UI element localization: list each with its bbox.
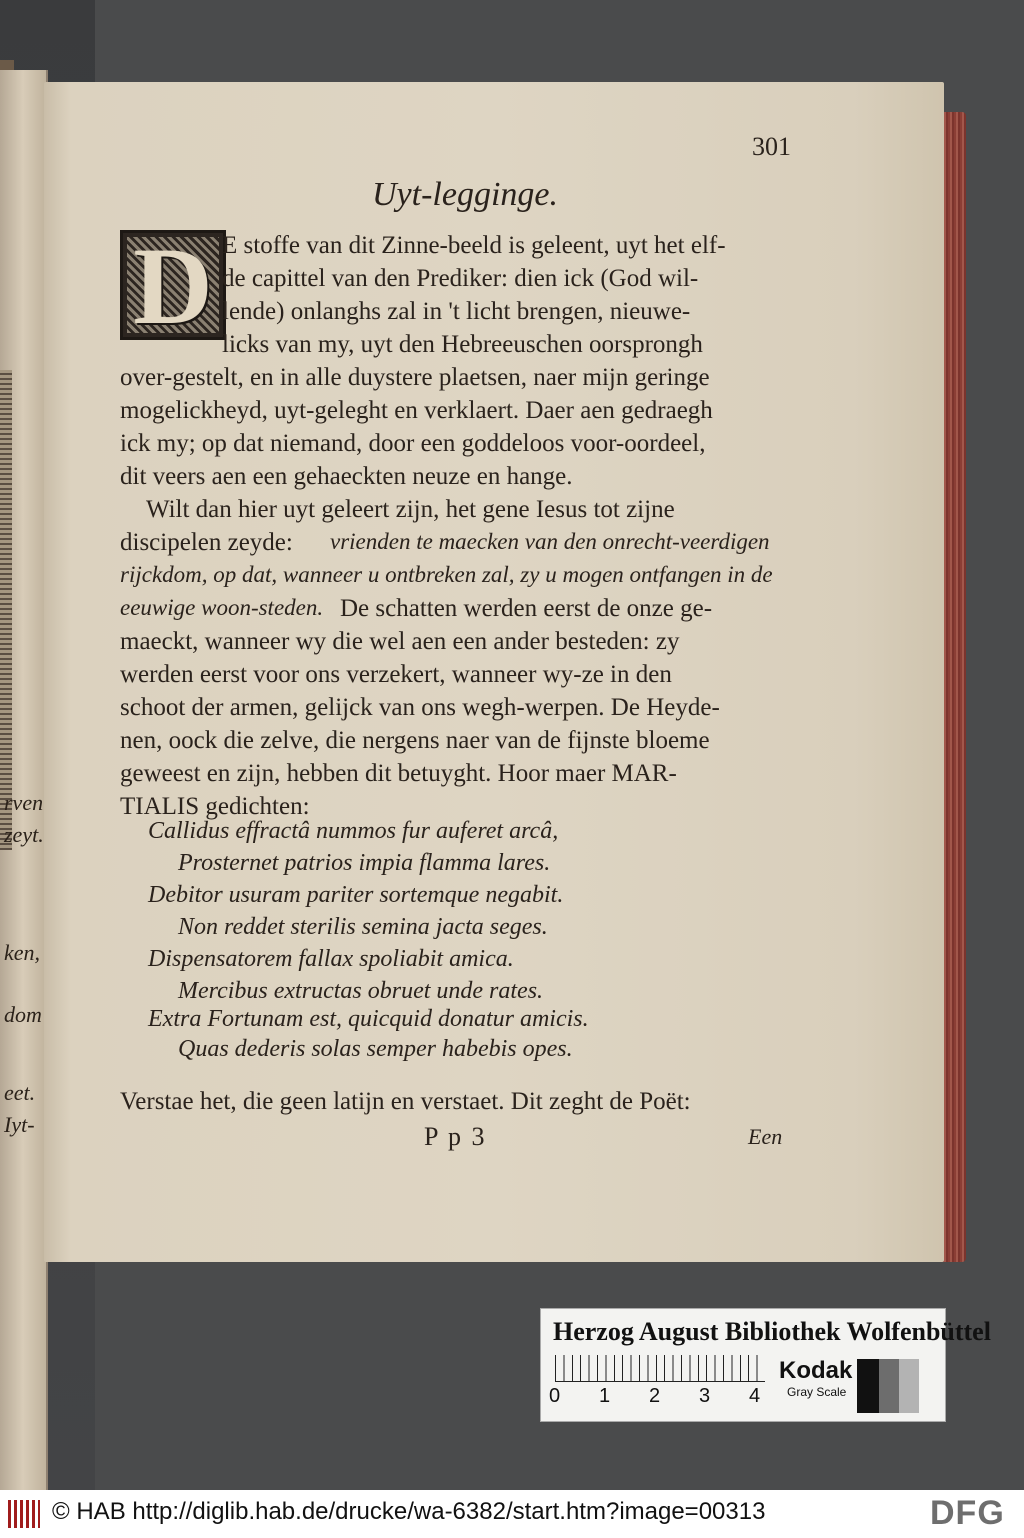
body-line: geweest en zijn, hebben dit betuyght. Hoor maer MAR-	[120, 760, 677, 787]
body-line: discipelen zeyde:	[120, 529, 293, 556]
body-line: over-gestelt, en in alle duystere plaetsen, naer mijn geringe	[120, 364, 710, 391]
poem-line: Non reddet sterilis semina jacta seges.	[178, 914, 548, 940]
hab-logo-icon	[8, 1500, 40, 1528]
body-line: licks van my, uyt den Hebreeuschen oorsprongh	[222, 331, 703, 358]
left-page-fragment: rven	[4, 790, 44, 815]
left-page-fragment: zeyt.	[4, 822, 44, 847]
body-line-italic: rijckdom, op dat, wanneer u ontbreken zal, zy u mogen ontfangen in de	[120, 562, 773, 587]
initial-letter: D	[133, 225, 213, 347]
gray-scale-caption: Gray Scale	[787, 1385, 847, 1399]
ruler-number: 4	[749, 1385, 761, 1407]
library-color-label	[540, 1308, 991, 1422]
body-line: lende) onlanghs zal in 't licht brengen, nieuwe-	[222, 298, 691, 325]
body-line: De schatten werden eerst de onze ge-	[340, 595, 713, 622]
body-line: schoot der armen, gelijck van ons wegh-werpen. De Heyde-	[120, 694, 720, 721]
left-page-fragment: eet.	[4, 1080, 36, 1105]
body-line-italic: vrienden te maecken van den onrecht-veerdigen	[330, 529, 770, 554]
page-number: 301	[752, 132, 791, 161]
body-line: maeckt, wanneer wy die wel aen een ander besteden: zy	[120, 628, 680, 655]
ruler-number: 1	[599, 1385, 611, 1407]
left-engraving-fragment	[0, 370, 12, 850]
body-line: TIALIS gedichten:	[120, 793, 310, 820]
poem-line: Prosternet patrios impia flamma lares.	[178, 850, 551, 876]
body-line: nen, oock die zelve, die nergens naer van de fijnste bloeme	[120, 727, 710, 754]
left-page-fragment: dom	[4, 1002, 42, 1027]
body-line: Wilt dan hier uyt geleert zijn, het gene Iesus tot zijne	[146, 496, 675, 523]
gray-swatch-light	[899, 1359, 919, 1413]
kodak-brand: Kodak	[779, 1357, 853, 1384]
body-line: mogelickheyd, uyt-geleght en verklaert. Daer aen gedraegh	[120, 397, 713, 424]
body-line-italic: eeuwige woon-steden.	[120, 595, 324, 620]
gray-swatch-black	[857, 1359, 879, 1413]
scale-ruler	[555, 1355, 765, 1382]
body-line: dit veers aen een gehaeckten neuze en hange.	[120, 463, 573, 490]
page-heading: Uyt-legginge.	[372, 176, 558, 213]
ruler-number: 0	[549, 1385, 561, 1407]
poem-line: Mercibus extructas obruet unde rates.	[178, 978, 544, 1004]
ruler-number: 2	[649, 1385, 661, 1407]
poem-line: Quas dederis solas semper habebis opes.	[178, 1036, 573, 1062]
body-line: de capittel van den Prediker: dien ick (God wil-	[222, 265, 699, 292]
body-line: werden eerst voor ons verzekert, wanneer wy-ze in den	[120, 661, 672, 688]
left-page-fragment: ken,	[4, 940, 41, 965]
body-line: E stoffe van dit Zinne-beeld is geleent, uyt het elf-	[222, 232, 726, 259]
library-name: Herzog August Bibliothek Wolfenbüttel	[553, 1317, 991, 1346]
left-page-fragment: Iyt-	[4, 1112, 35, 1137]
footer-bar	[0, 1490, 1024, 1538]
poem-line: Debitor usuram pariter sortemque negabit.	[148, 882, 564, 908]
poem-line: Dispensatorem fallax spoliabit amica.	[148, 946, 514, 972]
footer-copyright-link[interactable]: © HAB http://diglib.hab.de/drucke/wa-6382/start.htm?image=00313	[52, 1498, 766, 1525]
signature-mark: P p 3	[424, 1122, 487, 1151]
gray-swatch-dark	[879, 1359, 899, 1413]
body-line: ick my; op dat niemand, door een goddeloos voor-oordeel,	[120, 430, 706, 457]
catchword: Een	[748, 1124, 783, 1149]
poem-line: Extra Fortunam est, quicquid donatur amicis.	[148, 1006, 589, 1032]
left-page-strip	[0, 70, 48, 1490]
poem-line: Callidus effractâ nummos fur auferet arcâ,	[148, 818, 559, 844]
dfg-logo: DFG	[930, 1494, 1005, 1532]
decorated-initial	[120, 225, 226, 347]
closing-line: Verstae het, die geen latijn en verstaet. Dit zeght de Poët:	[120, 1088, 691, 1115]
ruler-number: 3	[699, 1385, 711, 1407]
